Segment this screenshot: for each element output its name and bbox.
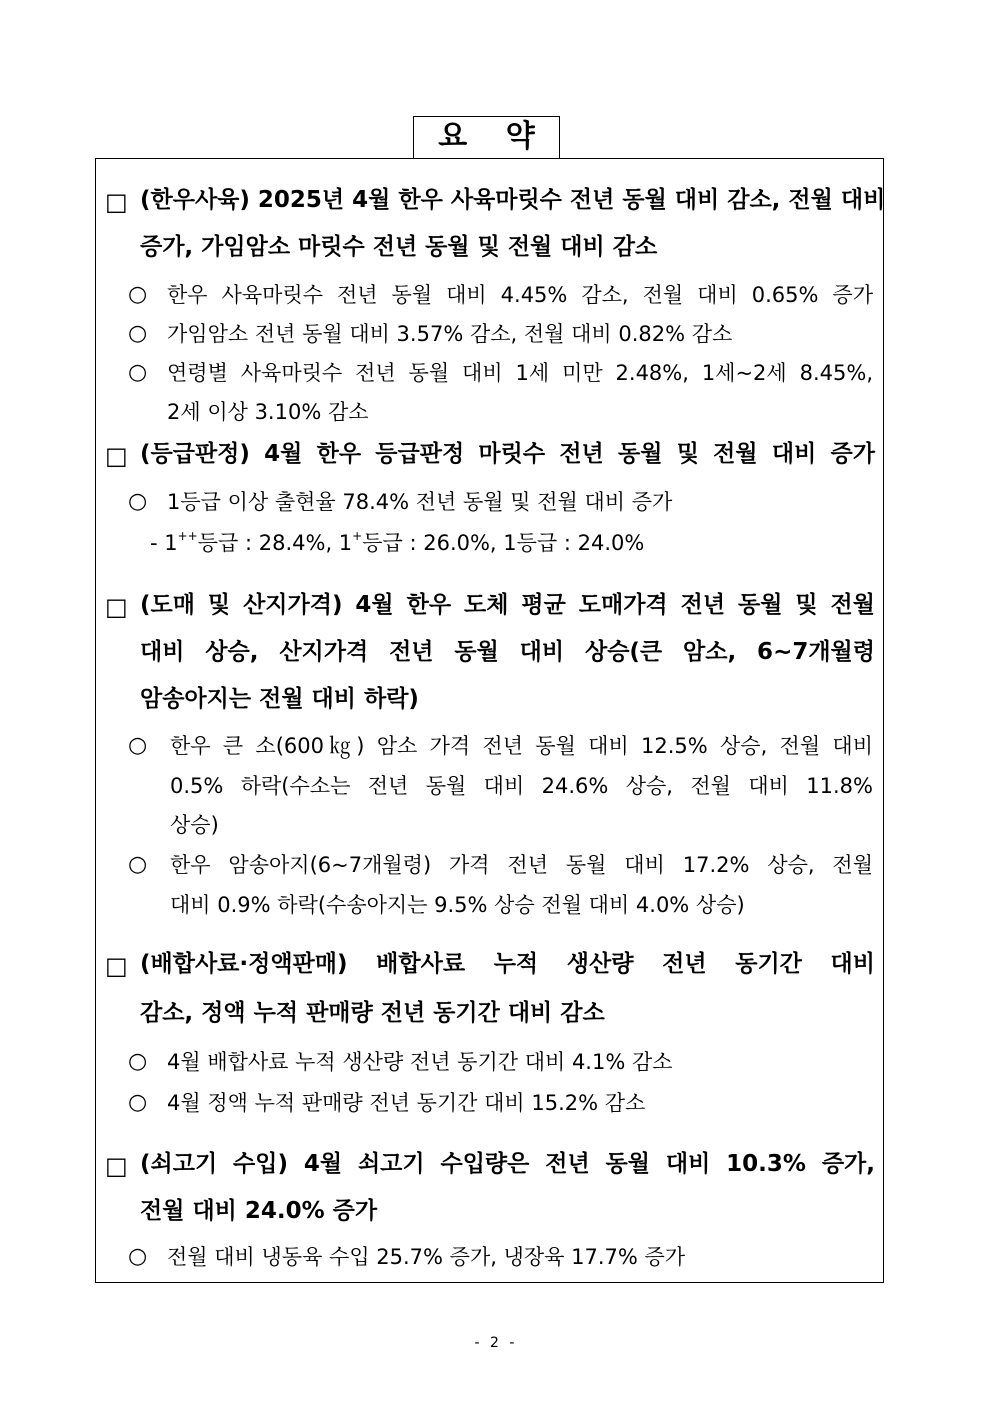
section-heading — [0, 587, 875, 623]
bullet-text: 한우 사육마릿수 전년 동월 대비 4.45% 감소, 전월 대비 0.65% 증가 — [167, 283, 873, 307]
bullet-text: 2세 이상 3.10% 감소 — [167, 400, 369, 424]
circle-bullet-icon: ○ — [128, 1049, 148, 1074]
section-heading-cont — [0, 634, 875, 670]
bullet-text: 한우 큰 소(600㎏) 암소 가격 전년 동월 대비 12.5% 상승, 전월 대비 — [170, 734, 873, 758]
circle-bullet-icon: ○ — [128, 489, 148, 514]
checkbox-square-icon: □ — [105, 442, 128, 470]
circle-bullet-icon: ○ — [128, 321, 148, 346]
checkbox-square-icon: □ — [105, 952, 128, 980]
circle-bullet-icon: ○ — [128, 733, 148, 758]
heading-text: 증가, 가임암소 마릿수 전년 동월 및 전월 대비 감소 — [140, 234, 658, 260]
section-heading-cont — [0, 681, 875, 717]
bullet-item — [0, 730, 873, 762]
bullet-text: 대비 0.9% 하락(수송아지는 9.5% 상승 전월 대비 4.0% 상승) — [170, 893, 745, 917]
bullet-text: 1등급 이상 출현율 78.4% 전년 동월 및 전월 대비 증가 — [167, 490, 673, 514]
section-heading-cont — [0, 229, 875, 265]
bullet-item — [0, 318, 873, 350]
bullet-text: 4월 배합사료 누적 생산량 전년 동기간 대비 4.1% 감소 — [167, 1050, 673, 1074]
heading-text: 감소, 정액 누적 판매량 전년 동기간 대비 감소 — [140, 1000, 605, 1026]
heading-text: (등급판정) 4월 한우 등급판정 마릿수 전년 동월 및 전월 대비 증가 — [140, 441, 875, 467]
grade-superscript: + — [352, 529, 363, 543]
grade-superscript: ++ — [177, 529, 198, 543]
bullet-item-cont — [0, 396, 873, 428]
bullet-text: 연령별 사육마릿수 전년 동월 대비 1세 미만 2.48%, 1세~2세 8.45%, — [167, 361, 873, 385]
grade-prefix: - 1 — [150, 531, 178, 555]
grade-detail-line — [150, 527, 644, 559]
heading-text: (배합사료·정액판매) 배합사료 누적 생산량 전년 동기간 대비 — [140, 951, 875, 977]
bullet-text: 4월 정액 누적 판매량 전년 동기간 대비 15.2% 감소 — [167, 1091, 646, 1115]
bullet-text: 상승) — [170, 813, 219, 837]
circle-bullet-icon: ○ — [128, 1090, 148, 1115]
bullet-item — [0, 1241, 873, 1273]
heading-text: (한우사육) 2025년 4월 한우 사육마릿수 전년 동월 대비 감소, 전월 대비 — [140, 187, 886, 213]
bullet-item — [0, 357, 873, 389]
circle-bullet-icon: ○ — [128, 360, 148, 385]
checkbox-square-icon: □ — [105, 1152, 128, 1180]
heading-text: (쇠고기 수입) 4월 쇠고기 수입량은 전년 동월 대비 10.3% 증가, — [140, 1151, 875, 1177]
bullet-text: 전월 대비 냉동육 수입 25.7% 증가, 냉장육 17.7% 증가 — [167, 1245, 686, 1269]
bullet-text: 한우 암송아지(6~7개월령) 가격 전년 동월 대비 17.2% 상승, 전월 — [170, 853, 873, 877]
bullet-item — [0, 849, 873, 881]
circle-bullet-icon: ○ — [128, 282, 148, 307]
circle-bullet-icon: ○ — [128, 852, 148, 877]
bullet-item — [0, 486, 873, 518]
heading-text: 암송아지는 전월 대비 하락) — [140, 686, 419, 712]
checkbox-square-icon: □ — [105, 593, 128, 621]
bullet-item — [0, 1046, 873, 1078]
section-heading — [0, 1146, 875, 1182]
bullet-text: 0.5% 하락(수소는 전년 동월 대비 24.6% 상승, 전월 대비 11.8% — [170, 774, 873, 798]
heading-text: (도매 및 산지가격) 4월 한우 도체 평균 도매가격 전년 동월 및 전월 — [140, 592, 875, 618]
page-number: - 2 - — [474, 1335, 518, 1351]
grade-text: 등급 : 28.4%, 1 — [197, 531, 353, 555]
bullet-text: 가임암소 전년 동월 대비 3.57% 감소, 전월 대비 0.82% 감소 — [167, 322, 733, 346]
circle-bullet-icon: ○ — [128, 1244, 148, 1269]
section-heading — [0, 436, 875, 472]
section-heading — [0, 182, 886, 218]
section-heading — [0, 946, 875, 982]
bullet-item-cont — [0, 770, 873, 802]
section-heading-cont — [0, 995, 875, 1031]
section-heading-cont — [0, 1193, 875, 1229]
summary-title: 요 약 — [413, 116, 560, 158]
checkbox-square-icon: □ — [105, 188, 128, 216]
bullet-item — [0, 279, 873, 311]
grade-text: 등급 : 26.0%, 1등급 : 24.0% — [362, 531, 645, 555]
heading-text: 대비 상승, 산지가격 전년 동월 대비 상승(큰 암소, 6~7개월령 — [140, 639, 875, 665]
heading-text: 전월 대비 24.0% 증가 — [140, 1198, 378, 1224]
bullet-item-cont — [0, 809, 873, 841]
bullet-item-cont — [0, 889, 873, 921]
bullet-item — [0, 1087, 873, 1119]
